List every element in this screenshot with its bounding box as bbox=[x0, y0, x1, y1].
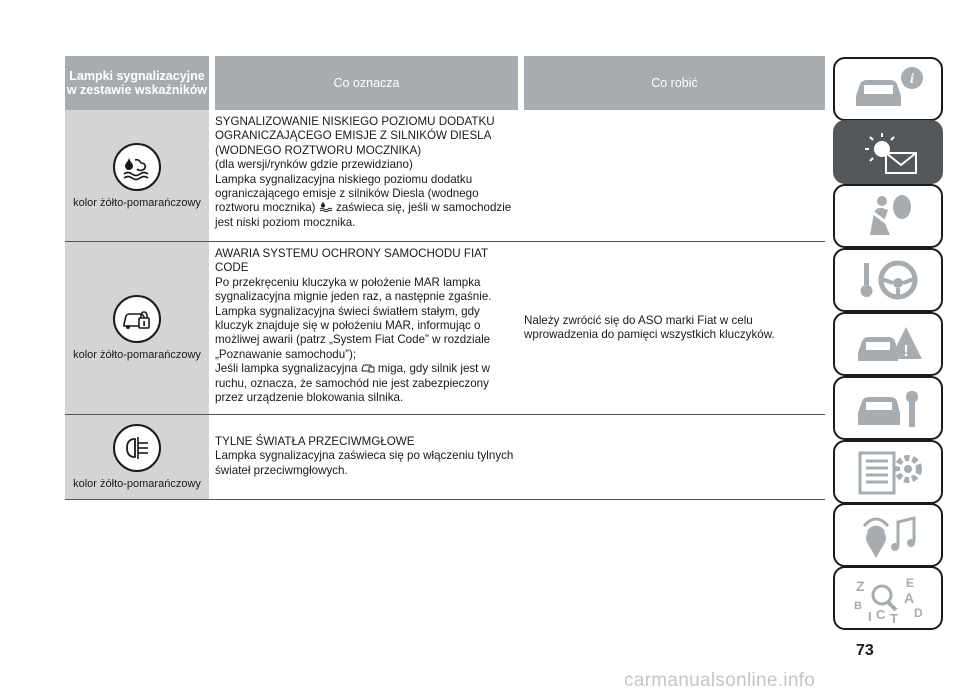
row-body: Lampka sygnalizacyjna zaświeca się po włączeniu tylnych świateł przeciwmgłowych. bbox=[215, 449, 514, 477]
action-cell bbox=[524, 110, 825, 241]
specifications-gear-icon bbox=[848, 447, 928, 497]
header-lamp: Lampki sygnalizacyjne w zestawie wskaźników bbox=[65, 56, 209, 110]
tab-maintenance[interactable] bbox=[833, 376, 943, 440]
svg-text:C: C bbox=[876, 607, 886, 622]
tab-specifications[interactable] bbox=[833, 440, 943, 504]
table-row bbox=[65, 242, 825, 415]
table-header bbox=[65, 56, 825, 110]
meaning-cell bbox=[215, 415, 518, 499]
diesel-exhaust-fluid-warning-icon bbox=[113, 143, 161, 191]
action-cell bbox=[524, 415, 825, 499]
immobilizer-inline-icon bbox=[361, 362, 375, 373]
car-info-icon bbox=[848, 64, 928, 114]
action-text: Należy zwrócić się do ASO marki Fiat w celu wprowadzenia do pamięci wszystkich kluczyków. bbox=[524, 313, 775, 341]
meaning-cell bbox=[215, 242, 518, 414]
lamp-cell bbox=[65, 242, 209, 414]
tab-emergency[interactable] bbox=[833, 312, 943, 376]
lamp-color-label: kolor żółto-pomarańczowy bbox=[73, 478, 201, 490]
svg-text:B: B bbox=[854, 600, 862, 612]
warning-lights-table bbox=[65, 56, 825, 500]
rear-fog-light-icon bbox=[113, 424, 161, 472]
table-row bbox=[65, 110, 825, 242]
alphabetical-index-icon bbox=[848, 573, 928, 623]
warning-light-message-icon bbox=[848, 127, 928, 177]
watermark: carmanualsonline.info bbox=[624, 670, 816, 691]
tab-starting-driving[interactable] bbox=[833, 248, 943, 312]
tab-index[interactable] bbox=[833, 566, 943, 630]
meaning-cell bbox=[215, 110, 518, 241]
row-body-cont: zaświeca się, jeśli w samochodzie jest niski poziom mocznika. bbox=[215, 201, 512, 229]
immobilizer-fault-icon bbox=[113, 295, 161, 343]
key-steering-wheel-icon bbox=[848, 255, 928, 305]
multimedia-icon bbox=[848, 510, 928, 560]
tab-multimedia[interactable] bbox=[833, 503, 943, 567]
svg-text:A: A bbox=[904, 590, 915, 606]
emergency-car-icon bbox=[848, 319, 928, 369]
lamp-cell bbox=[65, 415, 209, 499]
row-note: (dla wersji/rynków gdzie przewidziano) bbox=[215, 158, 413, 172]
svg-text:Z: Z bbox=[856, 578, 865, 594]
lamp-color-label: kolor żółto-pomarańczowy bbox=[73, 196, 201, 209]
airbag-safety-icon bbox=[848, 191, 928, 241]
tab-car-info[interactable] bbox=[833, 57, 943, 121]
row-body: Lampka sygnalizacyjna niskiego poziomu dodatku ograniczającego emisje z silników Diesla (wodnego roztworu mocznika) bbox=[215, 172, 479, 215]
svg-text:!: ! bbox=[903, 343, 909, 360]
diesel-exhaust-fluid-inline-icon bbox=[319, 201, 333, 212]
row-title: AWARIA SYSTEMU OCHRONY SAMOCHODU FIAT CODE bbox=[215, 247, 488, 275]
row-title: SYGNALIZOWANIE NISKIEGO POZIOMU DODATKU OGRANICZAJĄCEGO EMISJE Z SILNIKÓW DIESLA (WODNEGO ROZTWORU MOCZNIKA) bbox=[215, 115, 495, 157]
tab-warning-lights[interactable] bbox=[833, 120, 943, 184]
row-body-end: miga, gdy silnik jest w ruchu, oznacza, że samochód nie jest zabezpieczony przez urządzenie blokowania silnika. bbox=[215, 362, 491, 405]
action-cell bbox=[524, 242, 825, 414]
table-row bbox=[65, 415, 825, 500]
page-number: 73 bbox=[856, 642, 874, 659]
svg-text:T: T bbox=[890, 611, 898, 623]
svg-text:I: I bbox=[868, 609, 872, 623]
lamp-cell bbox=[65, 110, 209, 241]
svg-text:i: i bbox=[910, 72, 914, 87]
lamp-color-label: kolor żółto-pomarańczowy bbox=[73, 349, 201, 361]
tab-safety[interactable] bbox=[833, 184, 943, 248]
row-body: Po przekręceniu kluczyka w położenie MAR lampka sygnalizacyjna mignie jeden raz, a następnie zgaśnie. Lampka sygnalizacyjna świeci światłem stałym, gdy kluczyk znajduje się w położeniu MAR, informując o możliwej awarii (patrz „System Fiat Code” w rozdziale „Poznawanie samochodu”); bbox=[215, 275, 492, 361]
header-action: Co robić bbox=[524, 56, 825, 110]
car-maintenance-icon bbox=[848, 383, 928, 433]
row-body-cont: Jeśli lampka sygnalizacyjna bbox=[215, 362, 358, 376]
row-title: TYLNE ŚWIATŁA PRZECIWMGŁOWE bbox=[215, 435, 415, 448]
header-meaning: Co oznacza bbox=[215, 56, 518, 110]
svg-text:E: E bbox=[906, 576, 915, 590]
svg-text:D: D bbox=[914, 606, 923, 620]
